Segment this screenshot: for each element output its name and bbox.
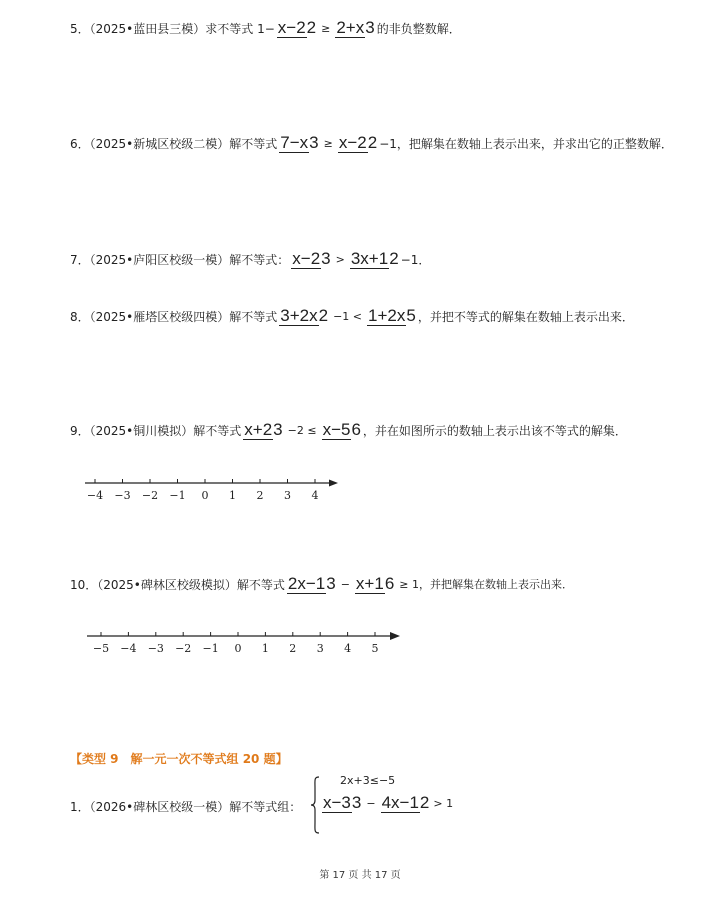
sys1-f2-den: 2 (419, 793, 430, 812)
sys1-fraction-2 (381, 793, 430, 813)
q8-prefix: 8．（2025•雁塔区校级四模）解不等式 (70, 309, 278, 324)
q10-f2-num: x+1 (355, 574, 384, 593)
q10-operator: − (340, 577, 350, 591)
q6-operator: ≥ (323, 136, 333, 150)
q5-f2-den: 3 (365, 18, 375, 37)
q7-fraction-2 (350, 249, 399, 269)
q5-suffix: 的非负整数解． (376, 21, 461, 36)
q6-fraction-1 (279, 133, 318, 153)
q9-prefix: 9．（2025•铜川模拟）解不等式 (70, 423, 242, 438)
q10-f2-den: 6 (384, 574, 395, 593)
axis2-label: 1 (261, 642, 269, 655)
system-question-1 (70, 776, 301, 836)
q9-fraction-1 (243, 420, 282, 440)
q8-f1-den: 2 (318, 306, 329, 325)
q10-f1-num: 2x−1 (287, 574, 326, 593)
q9-f1-num: x+2 (244, 420, 273, 439)
q7-f2-num: 3x+1 (350, 249, 389, 268)
q7-suffix: −1． (400, 252, 431, 267)
q8-suffix: ，并把不等式的解集在数轴上表示出来． (417, 309, 634, 324)
q7-fraction-1 (291, 249, 330, 269)
sys1-prefix: 1．（2026•碑林区校级一模）解不等式组： (70, 799, 302, 814)
sys1-line1 (340, 774, 395, 787)
number-line-1 (80, 474, 350, 510)
q6-f1-num: 7−x (280, 133, 309, 152)
q9-f2-num: x−5 (322, 420, 351, 439)
axis1-label: 3 (284, 489, 291, 502)
q7-f1-den: 3 (321, 249, 331, 268)
q7-f1-num: x−2 (292, 249, 321, 268)
sys1-f1-den: 3 (351, 793, 362, 812)
axis1-label: −4 (86, 489, 104, 502)
q8-fraction-1 (279, 306, 328, 326)
q5-f2-num: 2+x (336, 18, 365, 37)
axis2-label: −3 (147, 642, 164, 655)
section-heading: 【类型 9 解一元一次不等式组 20 题】 (70, 752, 288, 766)
q9-suffix: ，并在如图所示的数轴上表示出该不等式的解集． (362, 423, 627, 438)
question-8 (70, 306, 634, 326)
axis2-label: −2 (175, 642, 192, 655)
sys1-f1-num: x−3 (323, 793, 351, 812)
q10-fraction-1 (287, 574, 336, 594)
sys1-fraction-1 (322, 793, 361, 813)
q6-prefix: 6．（2025•新城区校级二模）解不等式 (70, 136, 278, 151)
axis2-label: 2 (289, 642, 297, 655)
q8-fraction-2 (367, 306, 416, 326)
axis1-label: 0 (201, 489, 209, 502)
axis2-label: −1 (202, 642, 219, 655)
q5-prefix: 5．（2025•蓝田县三模）求不等式 1− (70, 21, 275, 36)
axis1-label: −3 (114, 489, 131, 502)
axis1-label: 4 (311, 489, 319, 502)
q8-f2-num: 1+2x (368, 306, 406, 325)
q6-f2-num: x−2 (338, 133, 367, 152)
q6-f1-den: 3 (309, 133, 319, 152)
question-10 (70, 574, 576, 594)
question-5 (70, 18, 461, 38)
axis1-label: −2 (141, 489, 159, 502)
axis2-label: 5 (371, 642, 379, 655)
q5-fraction-2 (335, 18, 374, 38)
axis2-label: 4 (344, 642, 352, 655)
q9-f1-den: 3 (273, 420, 283, 439)
q5-operator: ≥ (321, 21, 331, 35)
question-9 (70, 420, 627, 440)
q10-suffix: ≥ 1，并把解集在数轴上表示出来． (399, 578, 573, 591)
q7-f2-den: 2 (389, 249, 399, 268)
sys1-operator: − (366, 796, 376, 810)
q7-operator: > (335, 252, 345, 266)
sys1-f2-num: 4x−1 (381, 793, 419, 812)
q9-fraction-2 (322, 420, 361, 440)
q6-suffix: −1，把解集在数轴上表示出来，并求出它的正整数解． (379, 136, 673, 151)
q8-operator: −1 < (333, 309, 363, 323)
q10-f1-den: 3 (326, 574, 336, 593)
sys1-line2 (320, 793, 453, 813)
sys1-suffix: > 1 (433, 796, 454, 810)
q8-f1-num: 3+2x (280, 306, 318, 325)
q6-fraction-2 (338, 133, 377, 153)
sys1-line1-text: 2x+3≤−5 (340, 774, 396, 787)
axis1-label: 2 (256, 489, 264, 502)
axis2-label: 3 (316, 642, 324, 655)
question-7 (70, 249, 430, 269)
q10-prefix: 10．（2025•碑林区校级模拟）解不等式 (70, 577, 285, 592)
axis2-label: −4 (120, 642, 137, 655)
axis2-label: −5 (92, 642, 110, 655)
axis2-label: 0 (234, 642, 242, 655)
q8-f2-den: 5 (406, 306, 416, 325)
q10-fraction-2 (355, 574, 394, 594)
q5-f1-num: x−2 (277, 18, 306, 37)
page-footer: 第 17 页 共 17 页 (319, 870, 401, 881)
question-6 (70, 133, 673, 153)
axis1-label: 1 (229, 489, 236, 502)
q5-fraction-1 (277, 18, 316, 38)
q9-operator: −2 ≤ (287, 423, 317, 437)
axis1-label: −1 (169, 489, 186, 502)
q7-prefix: 7．（2025•庐阳区校级一模）解不等式： (70, 252, 290, 267)
number-line-2 (82, 627, 412, 663)
q6-f2-den: 2 (367, 133, 378, 152)
q5-f1-den: 2 (306, 18, 317, 37)
q9-f2-den: 6 (351, 420, 361, 439)
